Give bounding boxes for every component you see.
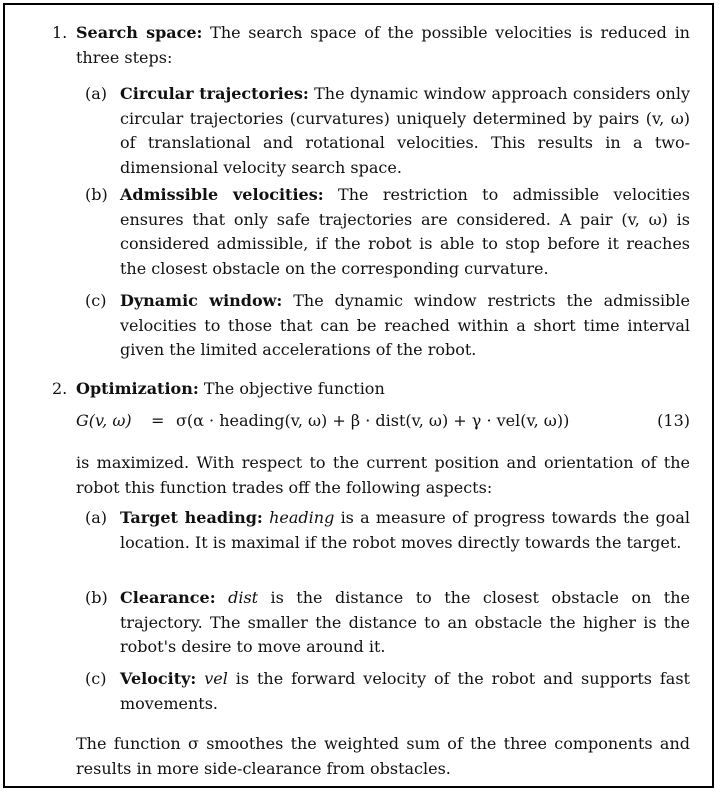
equation-13	[76, 409, 690, 435]
closing-paragraph	[76, 732, 690, 781]
item-2-continuation	[76, 451, 690, 500]
item-2c	[120, 667, 690, 716]
item-2-title: Optimization:	[76, 379, 199, 398]
item-1a-label: (a)	[85, 84, 108, 103]
item-1b-paragraph	[120, 183, 690, 281]
item-2c-label: (c)	[85, 669, 107, 688]
item-2a-term: heading	[269, 508, 335, 527]
item-2b	[120, 586, 690, 660]
item-1b	[120, 183, 690, 281]
item-2b-title: Clearance:	[120, 588, 216, 607]
item-2-text: The objective function	[203, 379, 385, 398]
item-2a-paragraph	[120, 506, 690, 555]
equation-relation: =	[151, 411, 165, 430]
item-2c-text: is the forward velocity of the robot and supports fast movements.	[120, 669, 690, 713]
item-1c-title: Dynamic window:	[120, 291, 283, 310]
item-1c-label: (c)	[85, 291, 107, 310]
item-2-continuation-text: is maximized. With respect to the current position and orientation of the robot this function trades off the following aspects:	[76, 453, 690, 497]
item-2	[76, 377, 690, 402]
equation-rhs: σ(α · heading(v, ω) + β · dist(v, ω) + γ · vel(v, ω))	[176, 411, 570, 430]
item-1c	[120, 289, 690, 363]
item-1c-text: The dynamic window restricts the admissible velocities to those that can be reached within a short time interval given the limited accelerations of the robot.	[120, 291, 690, 360]
algorithm-box	[3, 3, 714, 788]
item-2-paragraph	[76, 377, 690, 402]
equation-number: (13)	[657, 411, 690, 430]
item-1-text: The search space of the possible velocities is reduced in three steps:	[76, 23, 690, 67]
item-2b-label: (b)	[85, 588, 108, 607]
item-2c-paragraph	[120, 667, 690, 716]
item-1b-title: Admissible velocities:	[120, 185, 324, 204]
item-1c-paragraph	[120, 289, 690, 363]
item-2a-title: Target heading:	[120, 508, 263, 527]
item-1b-label: (b)	[85, 185, 108, 204]
item-1a-paragraph	[120, 82, 690, 180]
item-2c-term: vel	[204, 669, 228, 688]
item-2c-title: Velocity:	[120, 669, 197, 688]
item-2a-label: (a)	[85, 508, 108, 527]
equation-lhs: G(v, ω)	[76, 411, 132, 430]
item-1a-text: The dynamic window approach considers only circular trajectories (curvatures) uniquely determined by pairs (v, ω) of translational and rotational velocities. This results in a two-dimensional velocity search space.	[120, 84, 691, 177]
item-2b-term: dist	[228, 588, 259, 607]
closing-text: The function σ smoothes the weighted sum of the three components and results in more side-clearance from obstacles.	[76, 734, 690, 778]
item-1-title: Search space:	[76, 23, 203, 42]
item-2a-text: is a measure of progress towards the goal location. It is maximal if the robot moves directly towards the target.	[120, 508, 690, 552]
item-1a	[120, 82, 690, 180]
item-2-number: 2.	[52, 379, 68, 398]
item-2b-paragraph	[120, 586, 690, 660]
item-2a	[120, 506, 690, 555]
item-1-paragraph	[76, 21, 690, 70]
item-1b-text: The restriction to admissible velocities ensures that only safe trajectories are considered. A pair (v, ω) is considered admissible, if the robot is able to stop before it reaches the closest obstacle on the corresponding curvature.	[120, 185, 691, 278]
item-1-number: 1.	[52, 23, 68, 42]
item-1	[76, 21, 690, 70]
item-2b-text: is the distance to the closest obstacle on the trajectory. The smaller the distance to an obstacle the higher is the robot's desire to move around it.	[120, 588, 690, 657]
item-1a-title: Circular trajectories:	[120, 84, 309, 103]
